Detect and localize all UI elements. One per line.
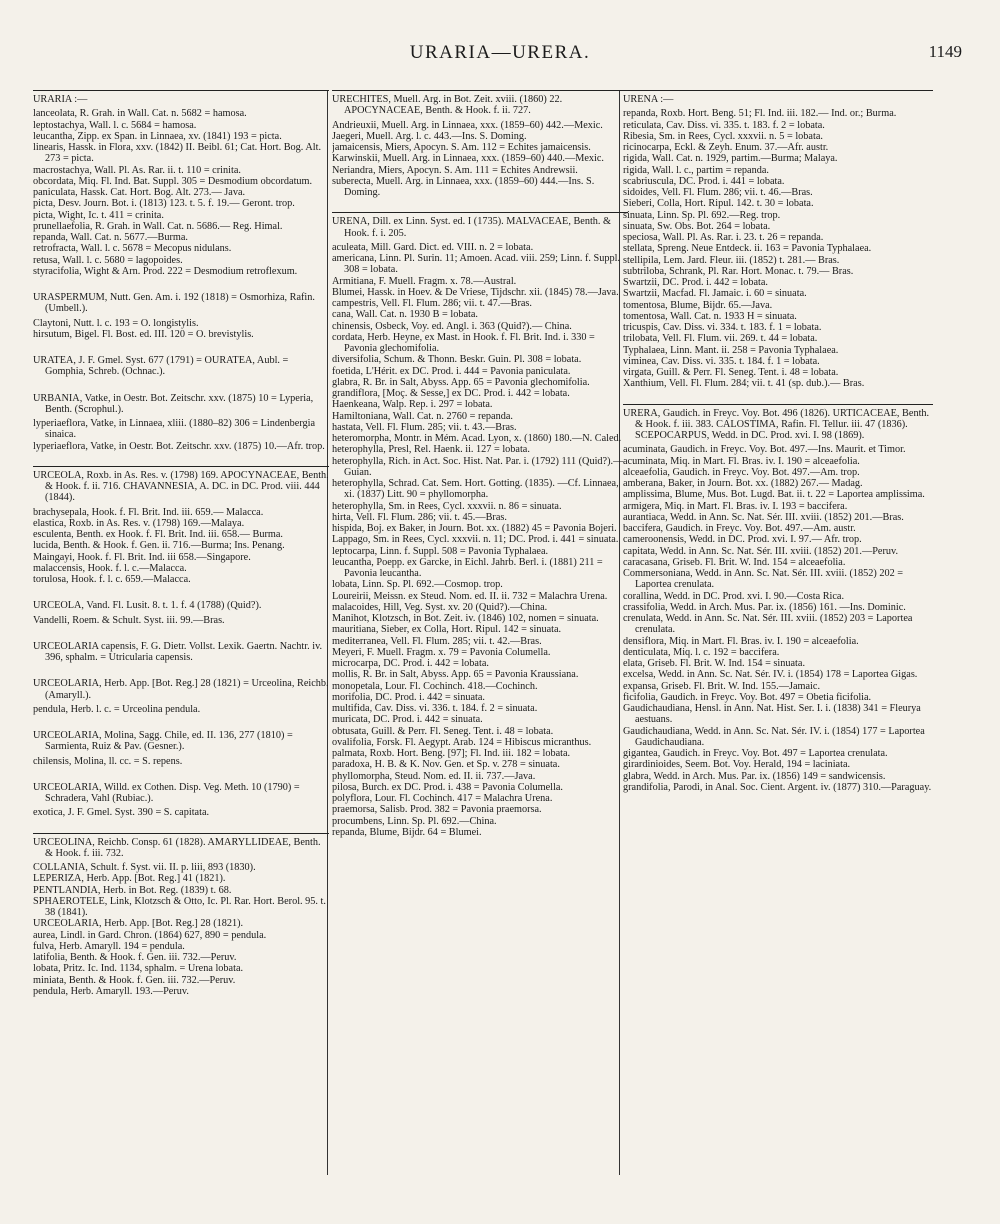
species-line: sinuata, Linn. Sp. Pl. 692.—Reg. trop.: [623, 209, 781, 221]
species-line: Sieberi, Colla, Hort. Ripul. 142. t. 30 = lobata.: [623, 198, 814, 210]
species-line: trilobata, Vell. Fl. Flum. vii. 269. t. 44 = lobata.: [623, 333, 818, 345]
species-line: lucida, Benth. & Hook. f. Gen. ii. 716.—Burma; Ins. Penang.: [33, 540, 285, 552]
entry-rule: [332, 212, 628, 213]
species-line: brachysepala, Hook. f. Fl. Brit. Ind. iii. 659.— Malacca.: [33, 506, 264, 518]
species-line: densiflora, Miq. in Mart. Fl. Bras. iv. I. 190 = alceaefolia.: [623, 635, 859, 647]
species-line: cana, Wall. Cat. n. 1930 B = lobata.: [332, 309, 478, 321]
species-line: sinuata, Sw. Obs. Bot. 264 = lobata.: [623, 220, 771, 232]
species-line: grandifolia, Parodi, in Anal. Soc. Cient. Argent. iv. (1877) 310.—Paraguay.: [623, 781, 932, 793]
species-line: heteromorpha, Montr. in Mém. Acad. Lyon, x. (1860) 180.—N. Caled.: [332, 433, 622, 444]
species-line: caracasana, Griseb. Fl. Brit. W. Ind. 154 = alceaefolia.: [623, 556, 846, 568]
species-line: Armitiana, F. Muell. Fragm. x. 78.—Austral.: [332, 275, 517, 287]
genus-heading: URECHITES, Muell. Arg. in Bot. Zeit. xviii. (1860) 22. APOCYNACEAE, Benth. & Hook. f. ii. 727.: [332, 94, 563, 117]
species-line: mediterranea, Vell. Fl. Flum. 285; vii. t. 42.—Bras.: [332, 635, 542, 647]
species-line: americana, Linn. Pl. Surin. 11; Amoen. Acad. viii. 259; Linn. f. Suppl. 308 = lobata.: [332, 253, 621, 276]
species-line: repanda, Wall. Cat. n. 5677.—Burma.: [33, 232, 188, 243]
species-line: aurea, Lindl. in Gard. Chron. (1864) 627, 890 = pendula.: [33, 929, 267, 941]
species-line: Typhalaea, Linn. Mant. ii. 258 = Pavonia Typhalaea.: [623, 344, 839, 356]
genus-entry: [33, 292, 329, 340]
species-line: heterophylla, Presl, Rel. Haenk. ii. 127 = lobata.: [332, 444, 530, 456]
species-line: sidoides, Vell. Fl. Flum. 286; vii. t. 46.—Bras.: [623, 187, 813, 198]
species-line: campestris, Vell. Fl. Flum. 286; vii. t. 47.—Bras.: [332, 298, 532, 309]
species-line: baccifera, Gaudich. in Freyc. Voy. Bot. 497.—Am. austr.: [623, 523, 856, 534]
species-line: acuminata, Gaudich. in Freyc. Voy. Bot. 497.—Ins. Maurit. et Timor.: [623, 444, 906, 456]
species-line: aculeata, Mill. Gard. Dict. ed. VIII. n. 2 = lobata.: [332, 241, 534, 253]
species-line: picta, Desv. Journ. Bot. i. (1813) 123. t. 5. f. 19.— Geront. trop.: [33, 198, 295, 210]
species-line: acuminata, Miq. in Mart. Fl. Bras. iv. I. 190 = alceaefolia.: [623, 455, 860, 467]
species-line: latifolia, Benth. & Hook. f. Gen. iii. 732.—Peruv.: [33, 952, 237, 963]
species-line: gigantea, Gaudich. in Freyc. Voy. Bot. 497 = Laportea crenulata.: [623, 748, 888, 759]
species-line: hirta, Vell. Fl. Flum. 286; vii. t. 45.—Bras.: [332, 511, 507, 523]
species-line: glabra, Wedd. in Arch. Mus. Par. ix. (1856) 149 = sandwicensis.: [623, 770, 886, 782]
genus-heading: URCEOLARIA, Willd. ex Cothen. Disp. Veg. Meth. 10 (1790) = Schradera, Vahl (Rubiac.).: [33, 781, 300, 804]
species-line: picta, Wight, Ic. t. 411 = crinita.: [33, 209, 164, 221]
species-line: corallina, Wedd. in DC. Prod. xvi. I. 90.—Costa Rica.: [623, 590, 845, 602]
species-line: Gaudichaudiana, Wedd. in Ann. Sc. Nat. Sér. IV. i. (1854) 177 = Laportea Gaudichaudiana.: [623, 725, 925, 748]
column-1: [33, 90, 329, 1190]
entry-rule: [33, 833, 329, 834]
species-line: Meyeri, F. Muell. Fragm. x. 79 = Pavonia Columella.: [332, 646, 551, 658]
genus-heading: URCEOLARIA, Molina, Sagg. Chile, ed. II. 136, 277 (1810) = Sarmienta, Ruiz & Pav. (Gesner.).: [33, 730, 293, 753]
species-line: ficifolia, Gaudich. in Freyc. Voy. Bot. 497 = Obetia ficifolia.: [623, 691, 872, 703]
genus-heading: URCEOLARIA, Herb. App. [Bot. Reg.] 28 (1821) = Urceolina, Reichb. (Amaryll.).: [33, 678, 329, 701]
species-line: Xanthium, Vell. Fl. Flum. 284; vii. t. 41 (sp. dub.).— Bras.: [623, 378, 865, 390]
genus-entry: [332, 212, 628, 838]
genus-heading: URENA :—: [623, 94, 674, 105]
species-line: obtusata, Guill. & Perr. Fl. Seneg. Tent. i. 48 = lobata.: [332, 725, 554, 737]
species-line: glabra, R. Br. in Salt, Abyss. App. 65 = Pavonia glechomifolia.: [332, 376, 590, 388]
species-line: URCEOLARIA, Herb. App. [Bot. Reg.] 28 (1821).: [33, 918, 244, 930]
species-line: heterophylla, Sm. in Rees, Cycl. xxxvii. n. 86 = sinuata.: [332, 500, 562, 512]
species-line: cordata, Herb. Heyne, ex Mast. in Hook. f. Fl. Brit. Ind. i. 330 = Pavonia glechomifolia.: [332, 331, 595, 354]
genus-entry: [33, 600, 329, 626]
species-line: repanda, Blume, Bijdr. 64 = Blumei.: [332, 826, 482, 838]
species-line: aurantiaca, Wedd. in Ann. Sc. Nat. Sér. III. xviii. (1852) 201.—Bras.: [623, 511, 904, 523]
genus-heading: URCEOLA, Vand. Fl. Lusit. 8. t. 1. f. 4 (1788) (Quid?).: [33, 600, 262, 612]
species-line: Lappago, Sm. in Rees, Cycl. xxxvii. n. 11; DC. Prod. i. 441 = sinuata.: [332, 534, 619, 546]
genus-entry: [623, 404, 933, 794]
genus-entry: [332, 90, 628, 198]
genus-heading: URARIA :—: [33, 94, 88, 105]
species-line: scabriuscula, DC. Prod. i. 441 = lobata.: [623, 175, 785, 187]
species-line: denticulata, Miq. l. c. 192 = baccifera.: [623, 646, 780, 658]
species-line: praemorsa, Salisb. Prod. 382 = Pavonia praemorsa.: [332, 804, 542, 816]
species-line: obcordata, Miq. Fl. Ind. Bat. Suppl. 305 = Desmodium obcordatum.: [33, 175, 313, 187]
species-line: leucantha, Zipp. ex Span. in Linnaea, xv. (1841) 193 = picta.: [33, 130, 282, 142]
species-line: hispida, Boj. ex Baker, in Journ. Bot. xx. (1882) 45 = Pavonia Bojeri.: [332, 523, 617, 534]
species-line: virgata, Guill. & Perr. Fl. Seneg. Tent. i. 48 = lobata.: [623, 367, 839, 378]
species-line: elastica, Roxb. in As. Res. v. (1798) 169.—Malaya.: [33, 517, 245, 529]
species-line: chinensis, Osbeck, Voy. ed. Angl. i. 363 (Quid?).— China.: [332, 320, 572, 332]
species-line: Manihot, Klotzsch, in Bot. Zeit. iv. (1846) 102, nomen = sinuata.: [332, 613, 599, 624]
species-line: hastata, Vell. Fl. Flum. 285; vii. t. 43.—Bras.: [332, 421, 517, 433]
species-line: lyperiaeflora, Vatke, in Oestr. Bot. Zeitschr. xxv. (1875) 10.—Afr. trop.: [33, 440, 325, 452]
species-line: retrofracta, Wall. l. c. 5678 = Mecopus nidulans.: [33, 243, 232, 255]
species-line: stellata, Spreng. Neue Entdeck. ii. 163 = Pavonia Typhalaea.: [623, 243, 872, 255]
species-line: viminea, Cav. Diss. vi. 335. t. 184. f. 1 = lobata.: [623, 355, 820, 367]
entry-rule: [623, 90, 933, 91]
species-line: diversifolia, Schum. & Thonn. Beskr. Guin. Pl. 308 = lobata.: [332, 354, 582, 366]
species-line: tricuspis, Cav. Diss. vi. 334. t. 183. f. 1 = lobata.: [623, 322, 822, 333]
genus-heading: URENA, Dill. ex Linn. Syst. ed. I (1735). MALVACEAE, Benth. & Hook. f. i. 205.: [332, 216, 612, 239]
species-line: rigida, Wall. Cat. n. 1929, partim.—Burma; Malaya.: [623, 153, 838, 165]
species-line: leptocarpa, Linn. f. Suppl. 508 = Pavonia Typhalaea.: [332, 545, 549, 557]
species-line: stellipila, Lem. Jard. Fleur. iii. (1852) t. 281.— Bras.: [623, 254, 840, 266]
running-title: URARIA—URERA.: [409, 42, 591, 63]
species-line: amplissima, Blume, Mus. Bot. Lugd. Bat. ii. t. 22 = Laportea amplissima.: [623, 489, 925, 501]
species-line: Blumei, Hassk. in Hoev. & De Vriese, Tijdschr. xii. (1845) 78.—Java.: [332, 286, 619, 298]
species-line: SPHAEROTELE, Link, Klotzsch & Otto, Ic. Pl. Rar. Hort. Berol. 95. t. 38 (1841).: [33, 895, 326, 918]
species-line: Andrieuxii, Muell. Arg. in Linnaea, xxx. (1859–60) 442.—Mexic.: [332, 119, 603, 131]
species-line: elata, Griseb. Fl. Brit. W. Ind. 154 = sinuata.: [623, 658, 806, 669]
species-line: Jaegeri, Muell. Arg. l. c. 443.—Ins. S. Doming.: [332, 130, 527, 142]
entry-rule: [33, 466, 329, 467]
species-line: subtriloba, Schrank, Pl. Rar. Hort. Monac. t. 79.— Bras.: [623, 265, 854, 277]
species-line: miniata, Benth. & Hook. f. Gen. iii. 732.—Peruv.: [33, 974, 236, 986]
column-2: [332, 90, 628, 1190]
genus-entry: [33, 678, 329, 715]
species-line: morifolia, DC. Prod. i. 442 = sinuata.: [332, 691, 485, 703]
species-line: Haenkeana, Walp. Rep. i. 297 = lobata.: [332, 399, 493, 411]
species-line: Maingayi, Hook. f. Fl. Brit. Ind. iii 658.—Singapore.: [33, 551, 251, 563]
species-line: Loureirii, Meissn. ex Steud. Nom. ed. II. ii. 732 = Malachra Urena.: [332, 590, 608, 602]
genus-heading: URCEOLINA, Reichb. Consp. 61 (1828). AMARYLLIDEAE, Benth. & Hook. f. iii. 732.: [33, 836, 321, 859]
species-line: Swartzii, Macfad. Fl. Jamaic. i. 60 = sinuata.: [623, 288, 807, 300]
species-line: armigera, Miq. in Mart. Fl. Bras. iv. I. 193 = baccifera.: [623, 500, 848, 512]
species-line: linearis, Hassk. in Flora, xxv. (1842) II. Beibl. 61; Cat. Hort. Bog. Alt. 273 = picta.: [33, 142, 322, 165]
species-line: heterophylla, Schrad. Cat. Sem. Hort. Gotting. (1835). —Cf. Linnaea, xi. (1837) Litt. 90 = phyllomorpha.: [332, 478, 619, 501]
species-line: paradoxa, H. B. & K. Nov. Gen. et Sp. v. 278 = sinuata.: [332, 759, 560, 771]
species-line: styracifolia, Wight & Arn. Prod. 222 = Desmodium retroflexum.: [33, 265, 298, 277]
genus-heading: URCEOLA, Roxb. in As. Res. v. (1798) 169. APOCYNACEAE, Benth. & Hook. f. ii. 716. CHAVANNESIA, A. DC. in DC. Prod. viii. 444 (1844).: [33, 469, 329, 504]
species-line: Swartzii, DC. Prod. i. 442 = lobata.: [623, 277, 768, 288]
species-line: malacoides, Hill, Veg. Syst. xv. 20 (Quid?).—China.: [332, 601, 548, 613]
species-line: multifida, Cav. Diss. vi. 336. t. 184. f. 2 = sinuata.: [332, 703, 538, 714]
species-line: chilensis, Molina, ll. cc. = S. repens.: [33, 755, 183, 767]
species-line: COLLANIA, Schult. f. Syst. vii. II. p. liii, 893 (1830).: [33, 862, 256, 873]
species-line: alceaefolia, Gaudich. in Freyc. Voy. Bot. 497.—Am. trop.: [623, 466, 860, 478]
genus-entry: [33, 730, 329, 767]
species-line: mollis, R. Br. in Salt, Abyss. App. 65 = Pavonia Kraussiana.: [332, 669, 579, 681]
species-line: Karwinskii, Muell. Arg. in Linnaea, xxx. (1859–60) 440.—Mexic.: [332, 153, 604, 165]
species-line: fulva, Herb. Amaryll. 194 = pendula.: [33, 940, 185, 952]
species-line: pilosa, Burch. ex DC. Prod. i. 438 = Pavonia Columella.: [332, 781, 563, 793]
species-line: Claytoni, Nutt. l. c. 193 = O. longistylis.: [33, 317, 199, 329]
page-number: 1149: [928, 42, 962, 61]
species-line: Hamiltoniana, Wall. Cat. n. 2760 = repanda.: [332, 410, 513, 422]
column-3: [623, 90, 933, 1190]
genus-entry: [33, 466, 329, 586]
species-line: paniculata, Hassk. Cat. Hort. Bog. Alt. 273.— Java.: [33, 187, 246, 198]
species-line: Ribesia, Sm. in Rees, Cycl. xxxvii. n. 5 = lobata.: [623, 130, 823, 142]
genus-heading: URERA, Gaudich. in Freyc. Voy. Bot. 496 (1826). URTICACEAE, Benth. & Hook. f. iii. 383. CALOSTIMA, Rafin. Fl. Tellur. iii. 47 (1836). SCEPOCARPUS, Wedd. in DC. Prod. xvi. I. 98 (1869).: [623, 407, 930, 441]
species-line: amberana, Baker, in Journ. Bot. xx. (1882) 267.— Madag.: [623, 478, 863, 489]
species-line: leucantha, Poepp. ex Garcke, in Eichl. Jahrb. Berl. i. (1881) 211 = Pavonia leucantha.: [332, 556, 603, 579]
species-line: torulosa, Hook. f. l. c. 659.—Malacca.: [33, 574, 191, 585]
species-line: cameroonensis, Wedd. in DC. Prod. xvi. I. 97.— Afr. trop.: [623, 534, 862, 546]
genus-entry: [623, 90, 933, 390]
species-line: prunellaefolia, R. Grah. in Wall. Cat. n. 5686.— Reg. Himal.: [33, 220, 283, 232]
species-line: palmata, Roxb. Hort. Beng. [97]; Fl. Ind. iii. 182 = lobata.: [332, 748, 571, 759]
genus-entry: [33, 393, 329, 452]
species-line: leptostachya, Wall. l. c. 5684 = hamosa.: [33, 119, 197, 131]
species-line: retusa, Wall. l. c. 5680 = lagopoides.: [33, 254, 183, 266]
species-line: esculenta, Benth. ex Hook. f. Fl. Brit. Ind. iii. 658.— Burma.: [33, 529, 283, 540]
species-line: lobata, Linn. Sp. Pl. 692.—Cosmop. trop.: [332, 579, 503, 591]
species-line: speciosa, Wall. Pl. As. Rar. i. 23. t. 26 = repanda.: [623, 232, 824, 243]
species-line: tomentosa, Blume, Bijdr. 65.—Java.: [623, 299, 773, 311]
species-line: reticulata, Cav. Diss. vi. 335. t. 183. f. 2 = lobata.: [623, 119, 825, 131]
species-line: hirsutum, Bigel. Fl. Bost. ed. III. 120 = O. brevistylis.: [33, 328, 254, 340]
species-line: Vandelli, Roem. & Schult. Syst. iii. 99.—Bras.: [33, 614, 225, 626]
species-line: foetida, L'Hérit. ex DC. Prod. i. 444 = Pavonia paniculata.: [332, 365, 571, 377]
species-line: Gaudichaudiana, Hensl. in Ann. Nat. Hist. Ser. I. i. (1838) 341 = Fleurya aestuans.: [623, 703, 921, 726]
genus-entry: [33, 355, 329, 378]
species-line: malaccensis, Hook. f. l. c.—Malacca.: [33, 562, 187, 574]
species-line: crassifolia, Wedd. in Arch. Mus. Par. ix. (1856) 161. —Ins. Dominic.: [623, 601, 906, 613]
species-line: ovalifolia, Forsk. Fl. Aegypt. Arab. 124 = Hibiscus micranthus.: [332, 736, 592, 748]
species-line: capitata, Wedd. in Ann. Sc. Nat. Sér. III. xviii. (1852) 201.—Peruv.: [623, 545, 899, 557]
species-line: PENTLANDIA, Herb. in Bot. Reg. (1839) t. 68.: [33, 884, 232, 896]
genus-heading: URATEA, J. F. Gmel. Syst. 677 (1791) = OURATEA, Aubl. = Gomphia, Schreb. (Ochnac.).: [33, 355, 289, 378]
species-line: suberecta, Muell. Arg. in Linnaea, xxx. (1859–60) 444.—Ins. S. Doming.: [332, 175, 595, 198]
genus-entry: [33, 641, 329, 664]
species-line: heterophylla, Rich. in Act. Soc. Hist. Nat. Par. i. (1792) 111 (Quid?).—Guian.: [332, 455, 624, 478]
genus-heading: URASPERMUM, Nutt. Gen. Am. i. 192 (1818) = Osmorhiza, Rafin. (Umbell.).: [33, 292, 315, 315]
species-line: rigida, Wall. l. c., partim = repanda.: [623, 164, 769, 176]
species-line: muricata, DC. Prod. i. 442 = sinuata.: [332, 714, 483, 726]
species-line: girardinioides, Seem. Bot. Voy. Herald, 194 = laciniata.: [623, 759, 851, 771]
species-line: exotica, J. F. Gmel. Syst. 390 = S. capitata.: [33, 807, 210, 819]
genus-entry: [33, 782, 329, 819]
entry-rule: [623, 404, 933, 405]
genus-heading: URBANIA, Vatke, in Oestr. Bot. Zeitschr. xxv. (1875) 10 = Lyperia, Benth. (Scrophul.).: [33, 392, 314, 415]
species-line: microcarpa, DC. Prod. i. 442 = lobata.: [332, 658, 489, 669]
species-line: lyperiaeflora, Vatke, in Linnaea, xliii. (1880–82) 306 = Lindenbergia sinaica.: [33, 418, 316, 441]
species-line: Neriandra, Miers, Apocyn. S. Am. 111 = Echites Andrewsii.: [332, 164, 578, 176]
species-line: mauritiana, Sieber, ex Colla, Hort. Ripul. 142 = sinuata.: [332, 624, 562, 636]
species-line: LEPERIZA, Herb. App. [Bot. Reg.] 41 (1821).: [33, 873, 226, 885]
genus-entry: [33, 833, 329, 998]
genus-heading: URCEOLARIA capensis, F. G. Dietr. Vollst. Lexik. Gaertn. Nachtr. iv. 396, sphalm. = Utricularia capensis.: [33, 640, 323, 663]
entry-rule: [33, 90, 329, 91]
species-line: grandiflora, [Moç. & Sesse,] ex DC. Prod. i. 442 = lobata.: [332, 388, 570, 399]
species-line: jamaicensis, Miers, Apocyn. S. Am. 112 = Echites jamaicensis.: [332, 142, 591, 153]
species-line: Commersoniana, Wedd. in Ann. Sc. Nat. Sér. III. xviii. (1852) 202 = Laportea crenulata.: [623, 568, 904, 591]
species-line: excelsa, Wedd. in Ann. Sc. Nat. Sér. IV. i. (1854) 178 = Laportea Gigas.: [623, 669, 918, 681]
species-line: macrostachya, Wall. Pl. As. Rar. ii. t. 110 = crinita.: [33, 164, 241, 176]
species-line: lobata, Pritz. Ic. Ind. 1134, sphalm. = Urena lobata.: [33, 963, 244, 975]
species-line: polyflora, Lour. Fl. Cochinch. 417 = Malachra Urena.: [332, 793, 553, 804]
species-line: repanda, Roxb. Hort. Beng. 51; Fl. Ind. iii. 182.— Ind. or.; Burma.: [623, 108, 897, 120]
species-line: monopetala, Lour. Fl. Cochinch. 418.—Cochinch.: [332, 680, 538, 692]
species-line: lanceolata, R. Grah. in Wall. Cat. n. 5682 = hamosa.: [33, 108, 247, 120]
species-line: expansa, Griseb. Fl. Brit. W. Ind. 155.—Jamaic.: [623, 680, 821, 692]
species-line: tomentosa, Wall. Cat. n. 1933 H = sinuata.: [623, 310, 797, 322]
species-line: crenulata, Wedd. in Ann. Sc. Nat. Sér. III. xviii. (1852) 203 = Laportea crenulata.: [623, 613, 913, 636]
entry-rule: [332, 90, 628, 91]
species-line: ricinocarpa, Eckl. & Zeyh. Enum. 37.—Afr. austr.: [623, 142, 829, 153]
species-line: phyllomorpha, Steud. Nom. ed. II. ii. 737.—Java.: [332, 770, 536, 782]
page-header: [30, 42, 970, 72]
species-line: pendula, Herb. l. c. = Urceolina pendula.: [33, 703, 201, 715]
genus-entry: [33, 90, 329, 277]
species-line: procumbens, Linn. Sp. Pl. 692.—China.: [332, 815, 497, 827]
species-line: pendula, Herb. Amaryll. 193.—Peruv.: [33, 985, 189, 997]
